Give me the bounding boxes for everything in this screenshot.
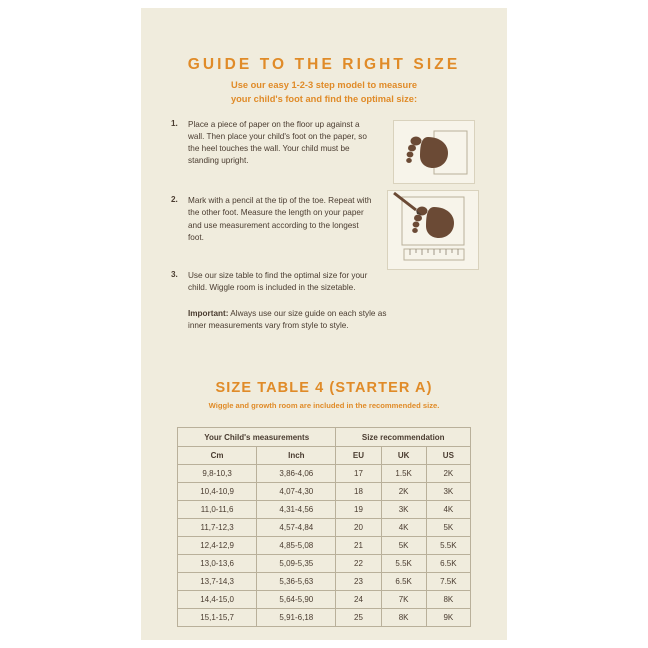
table-row <box>178 483 471 501</box>
table-row <box>178 609 471 627</box>
cell-uk: 3K <box>381 501 426 519</box>
size-table-title: SIZE TABLE 4 (STARTER A) <box>215 380 433 396</box>
cell-eu: 19 <box>336 501 381 519</box>
important-label: Important: <box>188 308 229 318</box>
important-text: Always use our size guide on each style as inner measurements vary from style to style. <box>188 308 387 331</box>
size-table-wrapper <box>177 427 471 627</box>
cell-inch: 5,36-5,63 <box>257 573 336 591</box>
cell-us: 3K <box>426 483 470 501</box>
cell-uk: 2K <box>381 483 426 501</box>
column-header-cm: Cm <box>178 447 257 465</box>
cell-inch: 4,57-4,84 <box>257 519 336 537</box>
cell-inch: 5,09-5,35 <box>257 555 336 573</box>
cell-cm: 9,8-10,3 <box>178 465 257 483</box>
cell-uk: 5.5K <box>381 555 426 573</box>
cell-uk: 7K <box>381 591 426 609</box>
step-number-3: 3. <box>171 269 178 279</box>
cell-eu: 24 <box>336 591 381 609</box>
table-row <box>178 465 471 483</box>
cell-inch: 4,85-5,08 <box>257 537 336 555</box>
cell-uk: 1.5K <box>381 465 426 483</box>
cell-inch: 3,86-4,06 <box>257 465 336 483</box>
table-row <box>178 519 471 537</box>
table-row <box>178 537 471 555</box>
cell-inch: 5,91-6,18 <box>257 609 336 627</box>
cell-us: 6.5K <box>426 555 470 573</box>
group-header-measurements: Your Child's measurements <box>178 428 336 447</box>
step2-illustration <box>387 190 479 270</box>
step-number-1: 1. <box>171 119 178 128</box>
column-header-us: US <box>426 447 470 465</box>
column-header-inch: Inch <box>257 447 336 465</box>
group-header-recommendation: Size recommendation <box>336 428 471 447</box>
cell-cm: 11,0-11,6 <box>178 501 257 519</box>
cell-cm: 15,1-15,7 <box>178 609 257 627</box>
cell-inch: 4,31-4,56 <box>257 501 336 519</box>
step-number-2: 2. <box>171 195 178 205</box>
step-text-1: Place a piece of paper on the floor up against a wall. Then place your child's foot on the paper, so the heel touches the wall. Your child must be standing upright. <box>188 120 367 166</box>
step1-illustration <box>393 120 475 184</box>
guide-title: GUIDE TO THE RIGHT SIZE <box>187 56 461 73</box>
cell-us: 2K <box>426 465 470 483</box>
cell-us: 4K <box>426 501 470 519</box>
column-header-uk: UK <box>381 447 426 465</box>
table-row <box>178 573 471 591</box>
cell-eu: 20 <box>336 519 381 537</box>
cell-uk: 8K <box>381 609 426 627</box>
sheet-content <box>141 8 507 640</box>
cell-eu: 18 <box>336 483 381 501</box>
cell-uk: 4K <box>381 519 426 537</box>
cell-us: 9K <box>426 609 470 627</box>
guide-subtitle-line-1: Use our easy 1-2-3 step model to measure <box>230 80 417 90</box>
cell-cm: 11,7-12,3 <box>178 519 257 537</box>
table-row <box>178 555 471 573</box>
column-header-eu: EU <box>336 447 381 465</box>
cell-us: 7.5K <box>426 573 470 591</box>
guide-subtitle-line-2: your child's foot and find the optimal size: <box>230 94 418 104</box>
cell-inch: 4,07-4,30 <box>257 483 336 501</box>
cell-cm: 13,7-14,3 <box>178 573 257 591</box>
pencil-and-ruler-icon <box>388 191 476 267</box>
guide-subtitle <box>141 78 507 106</box>
cell-eu: 17 <box>336 465 381 483</box>
table-row <box>178 501 471 519</box>
step-text-3: Use our size table to find the optimal size for your child. Wiggle room is included in the sizetable. <box>188 270 368 292</box>
foot-on-paper-icon <box>394 121 472 181</box>
size-table-note: Wiggle and growth room are included in the recommended size. <box>208 401 440 410</box>
size-guide-sheet <box>141 8 507 640</box>
cell-inch: 5,64-5,90 <box>257 591 336 609</box>
cell-cm: 13,0-13,6 <box>178 555 257 573</box>
cell-eu: 23 <box>336 573 381 591</box>
cell-us: 5K <box>426 519 470 537</box>
cell-us: 8K <box>426 591 470 609</box>
size-table-body <box>178 465 471 627</box>
table-row <box>178 591 471 609</box>
cell-cm: 12,4-12,9 <box>178 537 257 555</box>
cell-eu: 22 <box>336 555 381 573</box>
cell-uk: 6.5K <box>381 573 426 591</box>
cell-uk: 5K <box>381 537 426 555</box>
cell-us: 5.5K <box>426 537 470 555</box>
pencil-icon <box>394 193 422 215</box>
size-table <box>177 427 471 627</box>
table-group-header-row <box>178 428 471 447</box>
cell-eu: 25 <box>336 609 381 627</box>
cell-cm: 14,4-15,0 <box>178 591 257 609</box>
table-column-header-row <box>178 447 471 465</box>
cell-cm: 10,4-10,9 <box>178 483 257 501</box>
step-item-3 <box>171 270 481 294</box>
cell-eu: 21 <box>336 537 381 555</box>
step-text-2: Mark with a pencil at the tip of the toe. Repeat with the other foot. Measure the length on your paper and use measurement according to the longest foot. <box>188 196 372 242</box>
important-note <box>188 308 398 332</box>
